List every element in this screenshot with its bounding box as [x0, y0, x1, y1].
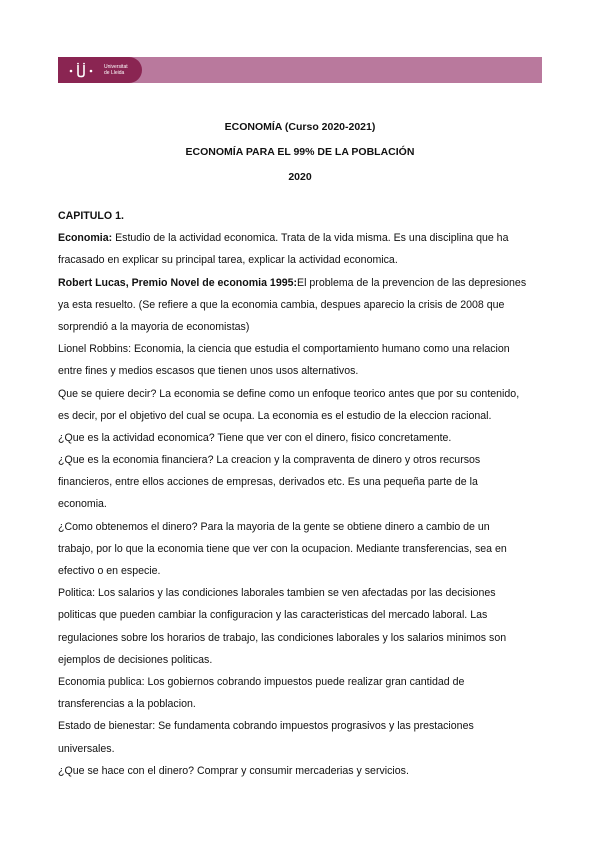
text-run: fracasado en explicar su principal tarea, explicar la actividad economica.: [58, 254, 398, 267]
bold-run: Economia:: [58, 232, 113, 245]
logo-line-2: de Lleida: [104, 70, 125, 76]
text-run: sorprendió a la mayoria de economistas): [58, 320, 250, 333]
text-line: [58, 298, 542, 320]
logo-line-1: Universitat: [104, 64, 128, 70]
text-line: [58, 342, 542, 364]
text-line: [58, 497, 542, 519]
text-line: [58, 631, 542, 653]
text-line: [58, 520, 542, 542]
document-body: [58, 209, 542, 786]
text-line: [58, 409, 542, 431]
text-line: [58, 564, 542, 586]
text-line: [58, 364, 542, 386]
text-run: financieros, entre ellos acciones de empresas, derivados etc. Es una pequeña parte de la: [58, 476, 478, 489]
text-run: entre fines y medios escasos que tienen unos usos alternativos.: [58, 365, 359, 378]
text-run: Estudio de la actividad economica. Trata de la vida misma. Es una disciplina que ha: [112, 232, 509, 245]
text-run: ¿Que es la actividad economica? Tiene que ver con el dinero, fisico concretamente.: [58, 431, 452, 444]
text-run: Estado de bienestar: Se fundamenta cobrando impuestos prograsivos y las prestaciones: [58, 720, 474, 733]
text-run: Lionel Robbins: Economia, la ciencia que estudia el comportamiento humano como una relacion: [58, 343, 510, 356]
text-line: [58, 231, 542, 253]
text-run: transferencias a la poblacion.: [58, 698, 196, 711]
text-line: [58, 653, 542, 675]
text-run: trabajo, por lo que la economia tiene que ver con la ocupacion. Mediante transferencias, sea en: [58, 542, 507, 555]
text-line: [58, 719, 542, 741]
text-line: [58, 431, 542, 453]
text-run: economia.: [58, 498, 107, 511]
text-line: [58, 253, 542, 275]
text-run: universales.: [58, 742, 115, 755]
text-line: [58, 276, 542, 298]
text-run: ¿Como obtenemos el dinero? Para la mayoria de la gente se obtiene dinero a cambio de un: [58, 520, 490, 533]
document-year: 2020: [288, 171, 312, 183]
text-run: ¿Que se hace con el dinero? Comprar y consumir mercaderias y servicios.: [58, 764, 409, 777]
bold-run: Robert Lucas, Premio Novel de economia 1995:: [58, 276, 298, 289]
text-line: [58, 475, 542, 497]
text-run: politicas que pueden cambiar la configuracion y las caracteristicas del mercado laboral. Las: [58, 609, 488, 622]
text-line: [58, 764, 542, 786]
text-line: [58, 608, 542, 630]
text-line: [58, 586, 542, 608]
text-run: efectivo o en especie.: [58, 565, 161, 577]
text-run: Economia publica: Los gobiernos cobrando impuestos puede realizar gran cantidad de: [58, 675, 465, 688]
text-line: [58, 209, 542, 231]
text-run: ya esta resuelto. (Se refiere a que la economia cambia, despues aparecio la crisis de 2008 que: [58, 298, 505, 311]
bold-run: CAPITULO 1.: [58, 210, 124, 222]
text-line: [58, 320, 542, 342]
text-run: es decir, por el objetivo del cual se ocupa. La economia es el estudio de la eleccion racional.: [58, 409, 492, 422]
text-line: [58, 742, 542, 764]
text-run: El problema de la prevencion de las depresiones: [297, 276, 527, 289]
course-title: ECONOMÍA (Curso 2020-2021): [224, 121, 376, 133]
text-run: regulaciones sobre los horarios de trabajo, las condiciones laborales y los salarios minimos son: [58, 631, 507, 644]
text-run: Politica: Los salarios y las condiciones laborales tambien se ven afectadas por las decisiones: [58, 587, 496, 600]
text-line: [58, 542, 542, 564]
document-titles: [58, 120, 542, 195]
university-logo: [58, 57, 142, 83]
text-line: [58, 387, 542, 409]
text-run: ¿Que es la economia financiera? La creacion y la compraventa de dinero y otros recursos: [58, 454, 481, 467]
text-line: [58, 453, 542, 475]
university-emblem-icon: [67, 62, 101, 78]
text-run: ejemplos de decisiones politicas.: [58, 653, 213, 666]
text-line: [58, 675, 542, 697]
document-subtitle: ECONOMÍA PARA EL 99% DE LA POBLACIÓN: [185, 146, 415, 158]
text-line: [58, 697, 542, 719]
text-run: Que se quiere decir? La economia se define como un enfoque teorico antes que por su contenido,: [58, 387, 520, 400]
